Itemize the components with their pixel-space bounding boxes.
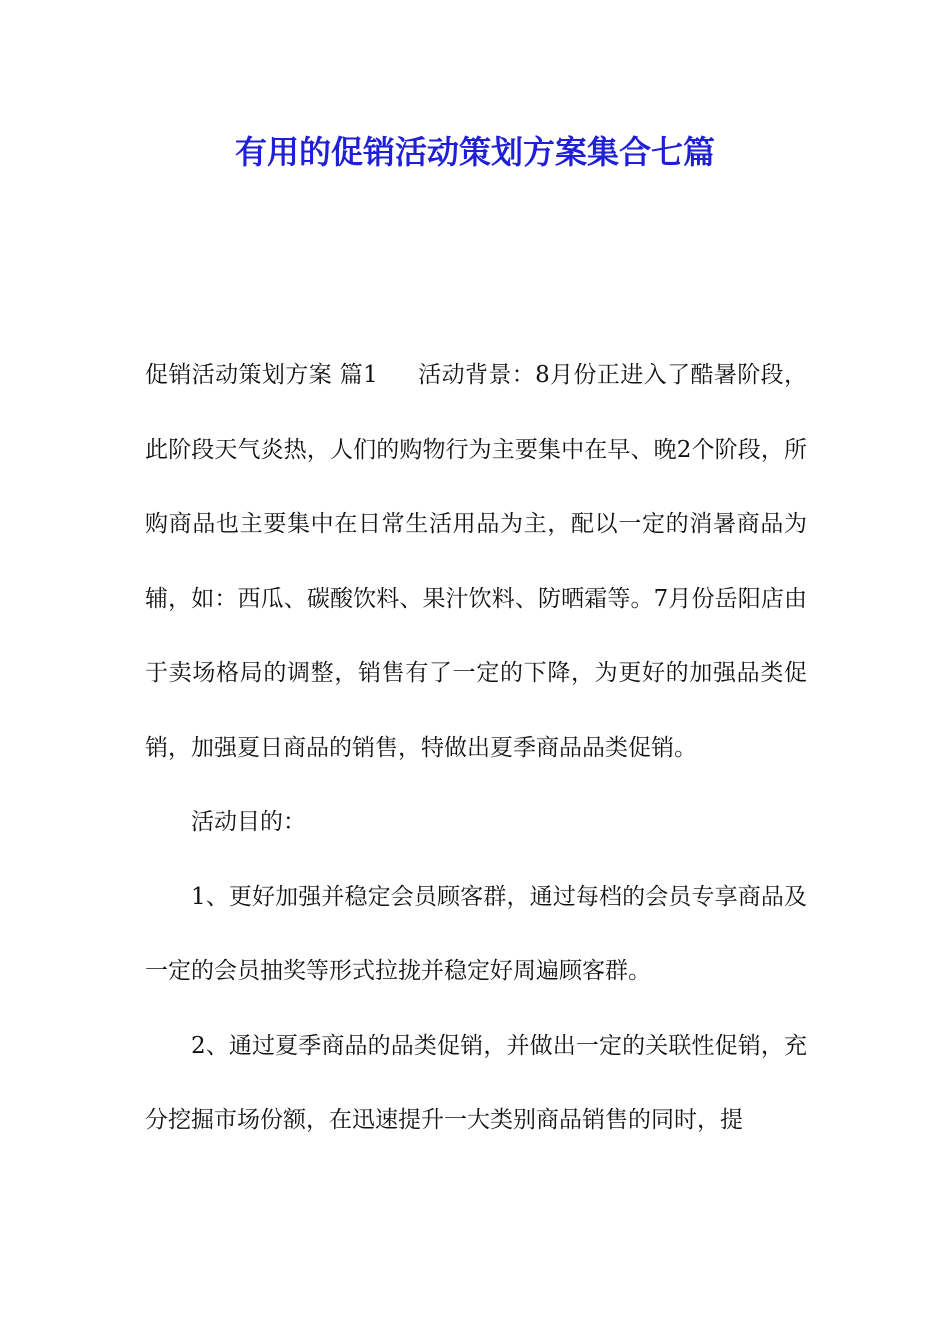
document-title: 有用的促销活动策划方案集合七篇	[234, 133, 715, 171]
paragraph-goal-2: 2、通过夏季商品的品类促销，并做出一定的关联性促销，充分挖掘市场份额，在迅速提升一大类别商品销售的同时，提	[145, 1032, 807, 1133]
paragraph-text: 活动背景：8月份正进入了酷暑阶段，此阶段天气炎热，人们的购物行为主要集中在早、晚2个阶段，所购商品也主要集中在日常生活用品为主，配以一定的消暑商品为辅，如：西瓜、碳酸饮料、果汁饮料、防晒霜等。7月份岳阳店由于卖场格局的调整，销售有了一定的下降，为更好的加强品类促销，加强夏日商品的销售，特做出夏季商品品类促销。	[145, 362, 807, 761]
paragraph-goal-heading: 活动目的：	[191, 809, 306, 835]
section-heading: 促销活动策划方案 篇1	[145, 362, 378, 388]
paragraph-background	[145, 338, 807, 785]
document-body	[145, 338, 807, 1158]
paragraph-goal-1: 1、更好加强并稳定会员顾客群，通过每档的会员专享商品及一定的会员抽奖等形式拉拢并稳定好周遍顾客群。	[145, 883, 807, 984]
